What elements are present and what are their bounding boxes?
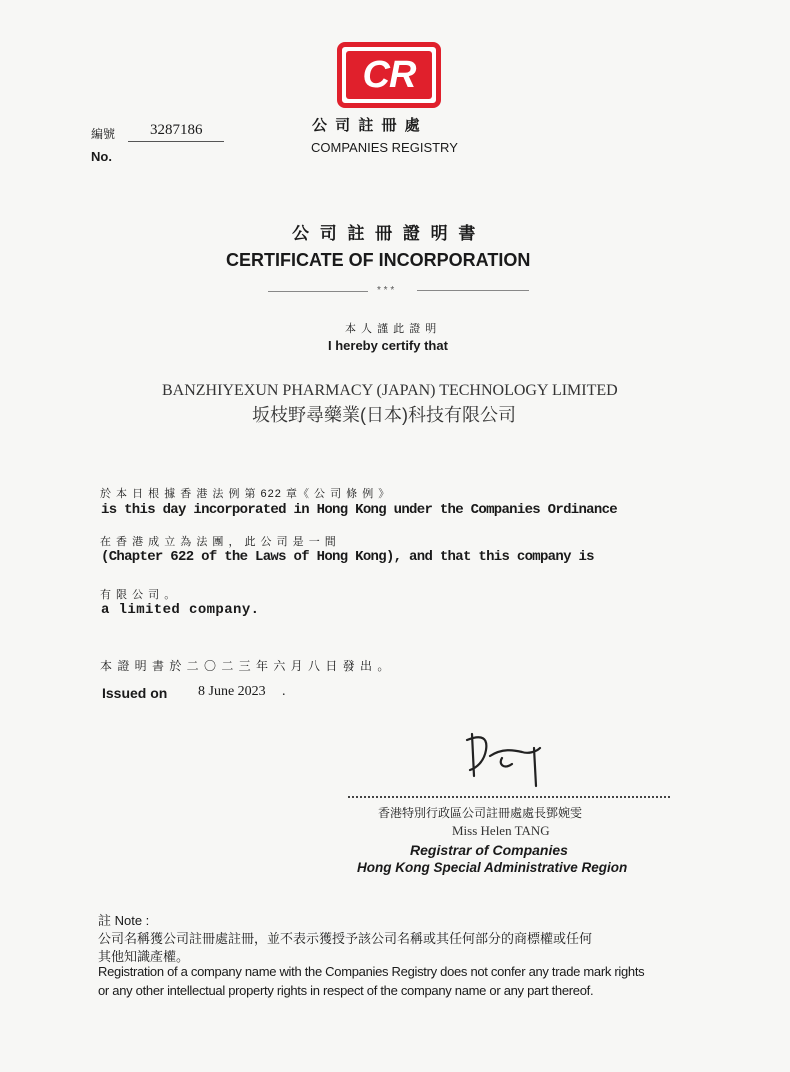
title-en: CERTIFICATE OF INCORPORATION (226, 250, 531, 270)
signatory-en: Miss Helen TANG (452, 823, 550, 838)
signatory-zh: 香港特別行政區公司註冊處處長鄧婉雯 (378, 806, 583, 820)
note-en-line1: Registration of a company name with the Companies Registry does not confer any trade mark rights (98, 964, 645, 979)
registrar-signature (462, 728, 552, 790)
number-label-zh: 編號 (91, 127, 116, 141)
number-underline (128, 141, 224, 142)
signature-line (348, 796, 670, 798)
company-name-zh: 坂枝野尋藥業(日本)科技有限公司 (252, 405, 516, 425)
certify-en: I hereby certify that (328, 338, 448, 353)
note-zh-line2: 其他知識產權。 (98, 949, 190, 964)
note-en-line2: or any other intellectual property rights in respect of the company name or any part thereof. (98, 983, 594, 998)
registrar-region: Hong Kong Special Administrative Region (357, 860, 628, 875)
title-rule-right (417, 290, 529, 291)
body-line2-en: (Chapter 622 of the Laws of Hong Kong), and that this company is (101, 549, 594, 565)
registry-name-zh: 公 司 註 冊 處 (312, 117, 422, 134)
title-ornament: * * * (377, 285, 395, 296)
body-line3-en: a limited company. (101, 602, 260, 618)
company-name-en: BANZHIYEXUN PHARMACY (JAPAN) TECHNOLOGY LIMITED (162, 382, 618, 399)
issued-zh: 本 證 明 書 於 二 〇 二 三 年 六 月 八 日 發 出 。 (100, 659, 391, 673)
cr-logo-text: CR (362, 53, 416, 96)
body-line1-en: is this day incorporated in Hong Kong under the Companies Ordinance (101, 502, 617, 518)
certificate-number: 3287186 (150, 122, 203, 138)
note-zh-line1: 公司名稱獲公司註冊處註冊，並不表示獲授予該公司名稱或其任何部分的商標權或任何 (98, 931, 593, 946)
title-zh: 公 司 註 冊 證 明 書 (292, 224, 479, 243)
issued-period: . (282, 684, 286, 699)
cr-logo (337, 42, 441, 108)
certify-zh: 本 人 謹 此 證 明 (345, 323, 438, 335)
issued-date: 8 June 2023 (198, 684, 266, 699)
body-line1-zh: 於 本 日 根 據 香 港 法 例 第 622 章《 公 司 條 例 》 (100, 488, 391, 500)
number-label-en: No. (91, 149, 112, 164)
issued-label-en: Issued on (102, 685, 168, 701)
note-label: 註 Note : (98, 913, 150, 928)
body-line3-zh: 有 限 公 司 。 (100, 589, 177, 601)
title-rule-left (268, 291, 368, 292)
body-line2-zh: 在 香 港 成 立 為 法 團 ， 此 公 司 是 一 間 (100, 536, 337, 548)
registry-name-en: COMPANIES REGISTRY (311, 140, 458, 155)
registrar-title: Registrar of Companies (410, 842, 568, 858)
